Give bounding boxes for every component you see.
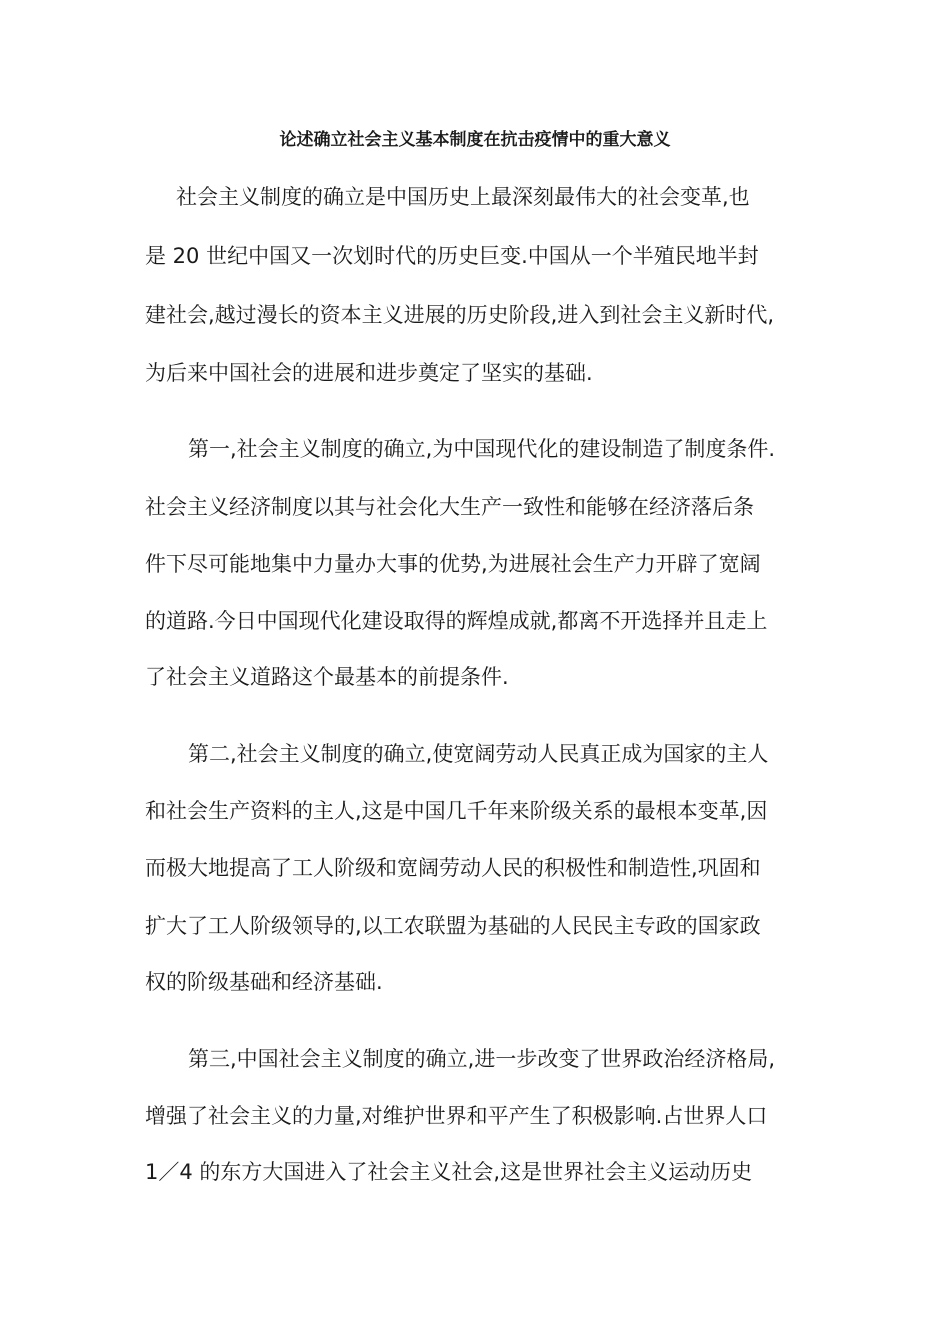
paragraph-1-line-2: 是 20 世纪中国又一次划时代的历史巨变.中国从一个半殖民地半封 [145, 244, 759, 268]
paragraph-4-line-2: 增强了社会主义的力量,对维护世界和平产生了积极影响.占世界人口 [145, 1104, 768, 1128]
paragraph-4-line-3: 1／4 的东方大国进入了社会主义社会,这是世界社会主义运动历史 [145, 1160, 753, 1184]
paragraph-1-line-3: 建社会,越过漫长的资本主义进展的历史阶段,进入到社会主义新时代, [145, 303, 775, 327]
paragraph-2-line-1: 第一,社会主义制度的确立,为中国现代化的建设制造了制度条件. [188, 437, 776, 461]
paragraph-3-line-4: 扩大了工人阶级领导的,以工农联盟为基础的人民民主专政的国家政 [145, 914, 761, 938]
paragraph-3-line-2: 和社会生产资料的主人,这是中国几千年来阶级关系的最根本变革,因 [145, 799, 768, 823]
paragraph-4-line-1: 第三,中国社会主义制度的确立,进一步改变了世界政治经济格局, [188, 1047, 776, 1071]
paragraph-3-line-3: 而极大地提高了工人阶级和宽阔劳动人民的积极性和制造性,巩固和 [145, 856, 761, 880]
paragraph-2-line-3: 件下尽可能地集中力量办大事的优势,为进展社会生产力开辟了宽阔 [145, 552, 761, 576]
paragraph-3-line-5: 权的阶级基础和经济基础. [145, 970, 383, 994]
document-title: 论述确立社会主义基本制度在抗击疫情中的重大意义 [279, 130, 671, 150]
paragraph-2-line-5: 了社会主义道路这个最基本的前提条件. [145, 665, 509, 689]
paragraph-1-line-1: 社会主义制度的确立是中国历史上最深刻最伟大的社会变革,也 [176, 185, 750, 209]
paragraph-2-line-4: 的道路.今日中国现代化建设取得的辉煌成就,都离不开选择并且走上 [145, 609, 768, 633]
paragraph-3-line-1: 第二,社会主义制度的确立,使宽阔劳动人民真正成为国家的主人 [188, 742, 769, 766]
paragraph-1-line-4: 为后来中国社会的进展和进步奠定了坚实的基础. [145, 361, 593, 385]
paragraph-2-line-2: 社会主义经济制度以其与社会化大生产一致性和能够在经济落后条 [145, 495, 754, 519]
